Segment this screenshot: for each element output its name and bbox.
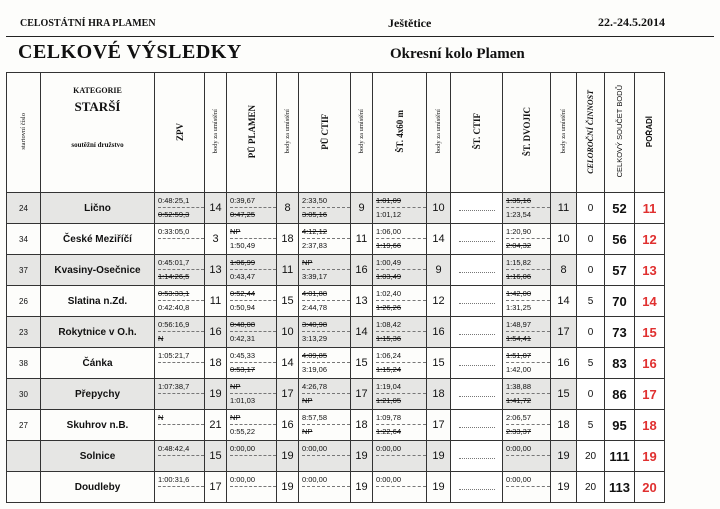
place-points: 10 <box>277 317 299 348</box>
celorocni-points: 0 <box>577 379 605 410</box>
time-cell: 1:42,00 1:31,25 <box>503 286 551 317</box>
place-points: 17 <box>351 379 373 410</box>
table-row <box>7 441 665 472</box>
rank: 18 <box>635 410 665 441</box>
start-number: 30 <box>7 379 41 410</box>
place-points: 19 <box>427 472 451 503</box>
celorocni-points: 5 <box>577 410 605 441</box>
start-number: 27 <box>7 410 41 441</box>
team-name: Solnice <box>41 441 155 472</box>
time-cell: 1:05:21,7 <box>155 348 205 379</box>
team-name: Kvasiny-Osečnice <box>41 255 155 286</box>
table-row <box>7 255 665 286</box>
place-points: 14 <box>551 286 577 317</box>
place-points: 16 <box>351 255 373 286</box>
time-cell: 4:26,78 NP <box>299 379 351 410</box>
org-name: CELOSTÁTNÍ HRA PLAMEN <box>20 18 156 29</box>
time-cell: N <box>155 410 205 441</box>
place-points: 19 <box>351 441 373 472</box>
time-cell: 1:07:38,7 <box>155 379 205 410</box>
time-cell: 1:19,04 1:21,05 <box>373 379 427 410</box>
st-ctif-cell <box>451 224 503 255</box>
event-date: 22.-24.5.2014 <box>598 15 665 29</box>
team-name: Slatina n.Zd. <box>41 286 155 317</box>
rank: 16 <box>635 348 665 379</box>
time-cell: 0:56:16,9 N <box>155 317 205 348</box>
time-cell: 0:00,00 <box>373 472 427 503</box>
team-name: Rokytnice v O.h. <box>41 317 155 348</box>
place-points: 15 <box>205 441 227 472</box>
place-points: 14 <box>351 317 373 348</box>
rank: 15 <box>635 317 665 348</box>
place-points: 3 <box>205 224 227 255</box>
time-cell: 3:40,98 3:13,29 <box>299 317 351 348</box>
table-row <box>7 410 665 441</box>
col-st-dvojic: ŠT. DVOJIC <box>503 73 551 193</box>
table-row <box>7 224 665 255</box>
time-cell: 0:39,67 0:47,25 <box>227 193 277 224</box>
time-cell: 4:01,88 2:44,78 <box>299 286 351 317</box>
total-points: 57 <box>605 255 635 286</box>
place-points: 17 <box>205 472 227 503</box>
col-soucet: CELKOVÝ SOUČET BODŮ <box>605 73 635 193</box>
place-points: 15 <box>277 286 299 317</box>
st-ctif-cell <box>451 255 503 286</box>
time-cell: 0:52,44 0:50,94 <box>227 286 277 317</box>
col-poradi: POŘADÍ <box>635 73 665 193</box>
total-points: 95 <box>605 410 635 441</box>
place-points: 15 <box>351 348 373 379</box>
place-points: 18 <box>351 410 373 441</box>
start-number <box>7 472 41 503</box>
page-title: CELKOVÉ VÝSLEDKY <box>18 41 242 63</box>
time-cell: 1:06,24 1:15,24 <box>373 348 427 379</box>
time-cell: 1:20,90 2:04,32 <box>503 224 551 255</box>
col-pu-ctif: PŮ CTIF <box>299 73 351 193</box>
rank: 12 <box>635 224 665 255</box>
time-cell: 1:00:31,6 <box>155 472 205 503</box>
time-cell: 0:00,00 <box>503 441 551 472</box>
start-number: 37 <box>7 255 41 286</box>
celorocni-points: 0 <box>577 317 605 348</box>
st-ctif-cell <box>451 410 503 441</box>
time-cell: 8:57,58 NP <box>299 410 351 441</box>
place-points: 12 <box>427 286 451 317</box>
time-cell: 0:00,00 <box>227 472 277 503</box>
place-points: 8 <box>277 193 299 224</box>
time-cell: 4:09,85 3:19,06 <box>299 348 351 379</box>
col-pu-plamen: PŮ PLAMEN <box>227 73 277 193</box>
place-points: 11 <box>551 193 577 224</box>
place-points: 11 <box>205 286 227 317</box>
time-cell: 2:33,50 3:05,16 <box>299 193 351 224</box>
col-place-3: body za umístění <box>351 73 373 193</box>
time-cell: 1:06,99 0:43,47 <box>227 255 277 286</box>
start-number: 26 <box>7 286 41 317</box>
team-name: Skuhrov n.B. <box>41 410 155 441</box>
time-cell: 1:38,88 1:41,72 <box>503 379 551 410</box>
start-number: 24 <box>7 193 41 224</box>
celorocni-points: 0 <box>577 193 605 224</box>
place-points: 14 <box>427 224 451 255</box>
time-cell: NP 1:50,49 <box>227 224 277 255</box>
col-st60: ŠT. 4x60 m <box>373 73 427 193</box>
place-points: 10 <box>427 193 451 224</box>
rank: 13 <box>635 255 665 286</box>
time-cell: 0:00,00 <box>227 441 277 472</box>
place-points: 18 <box>205 348 227 379</box>
col-celorocni: CELOROČNÍ ČINNOST <box>577 73 605 193</box>
st-ctif-cell <box>451 379 503 410</box>
results-table <box>6 72 665 503</box>
place-points: 16 <box>551 348 577 379</box>
rank: 20 <box>635 472 665 503</box>
header-row <box>7 73 665 193</box>
time-cell: 2:06,57 2:33,37 <box>503 410 551 441</box>
header-divider <box>6 36 714 37</box>
st-ctif-cell <box>451 472 503 503</box>
place-points: 15 <box>427 348 451 379</box>
time-cell: 0:48,08 0:42,31 <box>227 317 277 348</box>
place-points: 18 <box>551 410 577 441</box>
celorocni-points: 20 <box>577 472 605 503</box>
time-cell: 0:53:33,1 0:42:40,8 <box>155 286 205 317</box>
celorocni-points: 20 <box>577 441 605 472</box>
total-points: 113 <box>605 472 635 503</box>
place-points: 16 <box>427 317 451 348</box>
time-cell: 4:12,12 2:37,83 <box>299 224 351 255</box>
time-cell: 1:08,42 1:15,36 <box>373 317 427 348</box>
time-cell: 0:00,00 <box>299 472 351 503</box>
col-st-ctif: ŠT. CTIF <box>451 73 503 193</box>
celorocni-points: 0 <box>577 224 605 255</box>
col-zpv: ZPV <box>155 73 205 193</box>
place-points: 14 <box>277 348 299 379</box>
round-title: Okresní kolo Plamen <box>390 46 525 62</box>
total-points: 56 <box>605 224 635 255</box>
place-name: Ještětice <box>388 16 432 30</box>
time-cell: 0:45,33 0:53,17 <box>227 348 277 379</box>
st-ctif-cell <box>451 348 503 379</box>
celorocni-points: 5 <box>577 348 605 379</box>
team-name: České Meziříčí <box>41 224 155 255</box>
col-start: startovní číslo <box>7 73 41 193</box>
place-points: 11 <box>351 224 373 255</box>
table-row <box>7 472 665 503</box>
celorocni-points: 0 <box>577 255 605 286</box>
time-cell: 1:09,78 1:22,64 <box>373 410 427 441</box>
place-points: 16 <box>277 410 299 441</box>
place-points: 18 <box>427 379 451 410</box>
table-row <box>7 379 665 410</box>
time-cell: 1:06,00 1:19,66 <box>373 224 427 255</box>
total-points: 111 <box>605 441 635 472</box>
place-points: 19 <box>351 472 373 503</box>
team-name: Lično <box>41 193 155 224</box>
total-points: 83 <box>605 348 635 379</box>
col-place-2: body za umístění <box>277 73 299 193</box>
time-cell: 0:00,00 <box>503 472 551 503</box>
place-points: 15 <box>551 379 577 410</box>
time-cell: 0:00,00 <box>373 441 427 472</box>
rank: 17 <box>635 379 665 410</box>
time-cell: 1:51,07 1:42,00 <box>503 348 551 379</box>
total-points: 70 <box>605 286 635 317</box>
celorocni-points: 5 <box>577 286 605 317</box>
time-cell: 1:48,97 1:54,41 <box>503 317 551 348</box>
rank: 19 <box>635 441 665 472</box>
table-row <box>7 348 665 379</box>
rank: 11 <box>635 193 665 224</box>
table-row <box>7 193 665 224</box>
place-points: 19 <box>205 379 227 410</box>
time-cell: 0:45:01,7 1:14:26,5 <box>155 255 205 286</box>
rank: 14 <box>635 286 665 317</box>
place-points: 11 <box>277 255 299 286</box>
place-points: 13 <box>351 286 373 317</box>
team-name: Přepychy <box>41 379 155 410</box>
time-cell: NP 0:55,22 <box>227 410 277 441</box>
place-points: 14 <box>205 193 227 224</box>
place-points: 19 <box>277 472 299 503</box>
place-points: 21 <box>205 410 227 441</box>
place-points: 16 <box>205 317 227 348</box>
time-cell: NP 1:01,03 <box>227 379 277 410</box>
place-points: 9 <box>351 193 373 224</box>
start-number: 38 <box>7 348 41 379</box>
place-points: 9 <box>427 255 451 286</box>
time-cell: 1:00,49 1:03,49 <box>373 255 427 286</box>
start-number <box>7 441 41 472</box>
place-points: 17 <box>427 410 451 441</box>
time-cell: 0:00,00 <box>299 441 351 472</box>
time-cell: 0:48:42,4 <box>155 441 205 472</box>
time-cell: 1:02,40 1:26,26 <box>373 286 427 317</box>
place-points: 13 <box>205 255 227 286</box>
place-points: 8 <box>551 255 577 286</box>
col-place-6: body za umístění <box>551 73 577 193</box>
start-number: 34 <box>7 224 41 255</box>
place-points: 17 <box>551 317 577 348</box>
st-ctif-cell <box>451 193 503 224</box>
table-row <box>7 286 665 317</box>
team-name: Doudleby <box>41 472 155 503</box>
place-points: 19 <box>427 441 451 472</box>
place-points: 19 <box>551 472 577 503</box>
start-number: 23 <box>7 317 41 348</box>
st-ctif-cell <box>451 286 503 317</box>
st-ctif-cell <box>451 441 503 472</box>
total-points: 86 <box>605 379 635 410</box>
team-name: Čánka <box>41 348 155 379</box>
time-cell: 0:48:25,1 0:52:59,3 <box>155 193 205 224</box>
time-cell: NP 3:39,17 <box>299 255 351 286</box>
total-points: 52 <box>605 193 635 224</box>
place-points: 19 <box>277 441 299 472</box>
col-place-4: body za umístění <box>427 73 451 193</box>
place-points: 17 <box>277 379 299 410</box>
col-place-1: body za umístění <box>205 73 227 193</box>
table-row <box>7 317 665 348</box>
place-points: 10 <box>551 224 577 255</box>
place-points: 19 <box>551 441 577 472</box>
time-cell: 0:33:05,0 <box>155 224 205 255</box>
time-cell: 1:15,82 1:16,06 <box>503 255 551 286</box>
total-points: 73 <box>605 317 635 348</box>
place-points: 18 <box>277 224 299 255</box>
time-cell: 1:01,09 1:01,12 <box>373 193 427 224</box>
time-cell: 1:35,16 1:23,54 <box>503 193 551 224</box>
col-category: KATEGORIE STARŠÍ soutěžní družstvo <box>41 73 155 193</box>
st-ctif-cell <box>451 317 503 348</box>
